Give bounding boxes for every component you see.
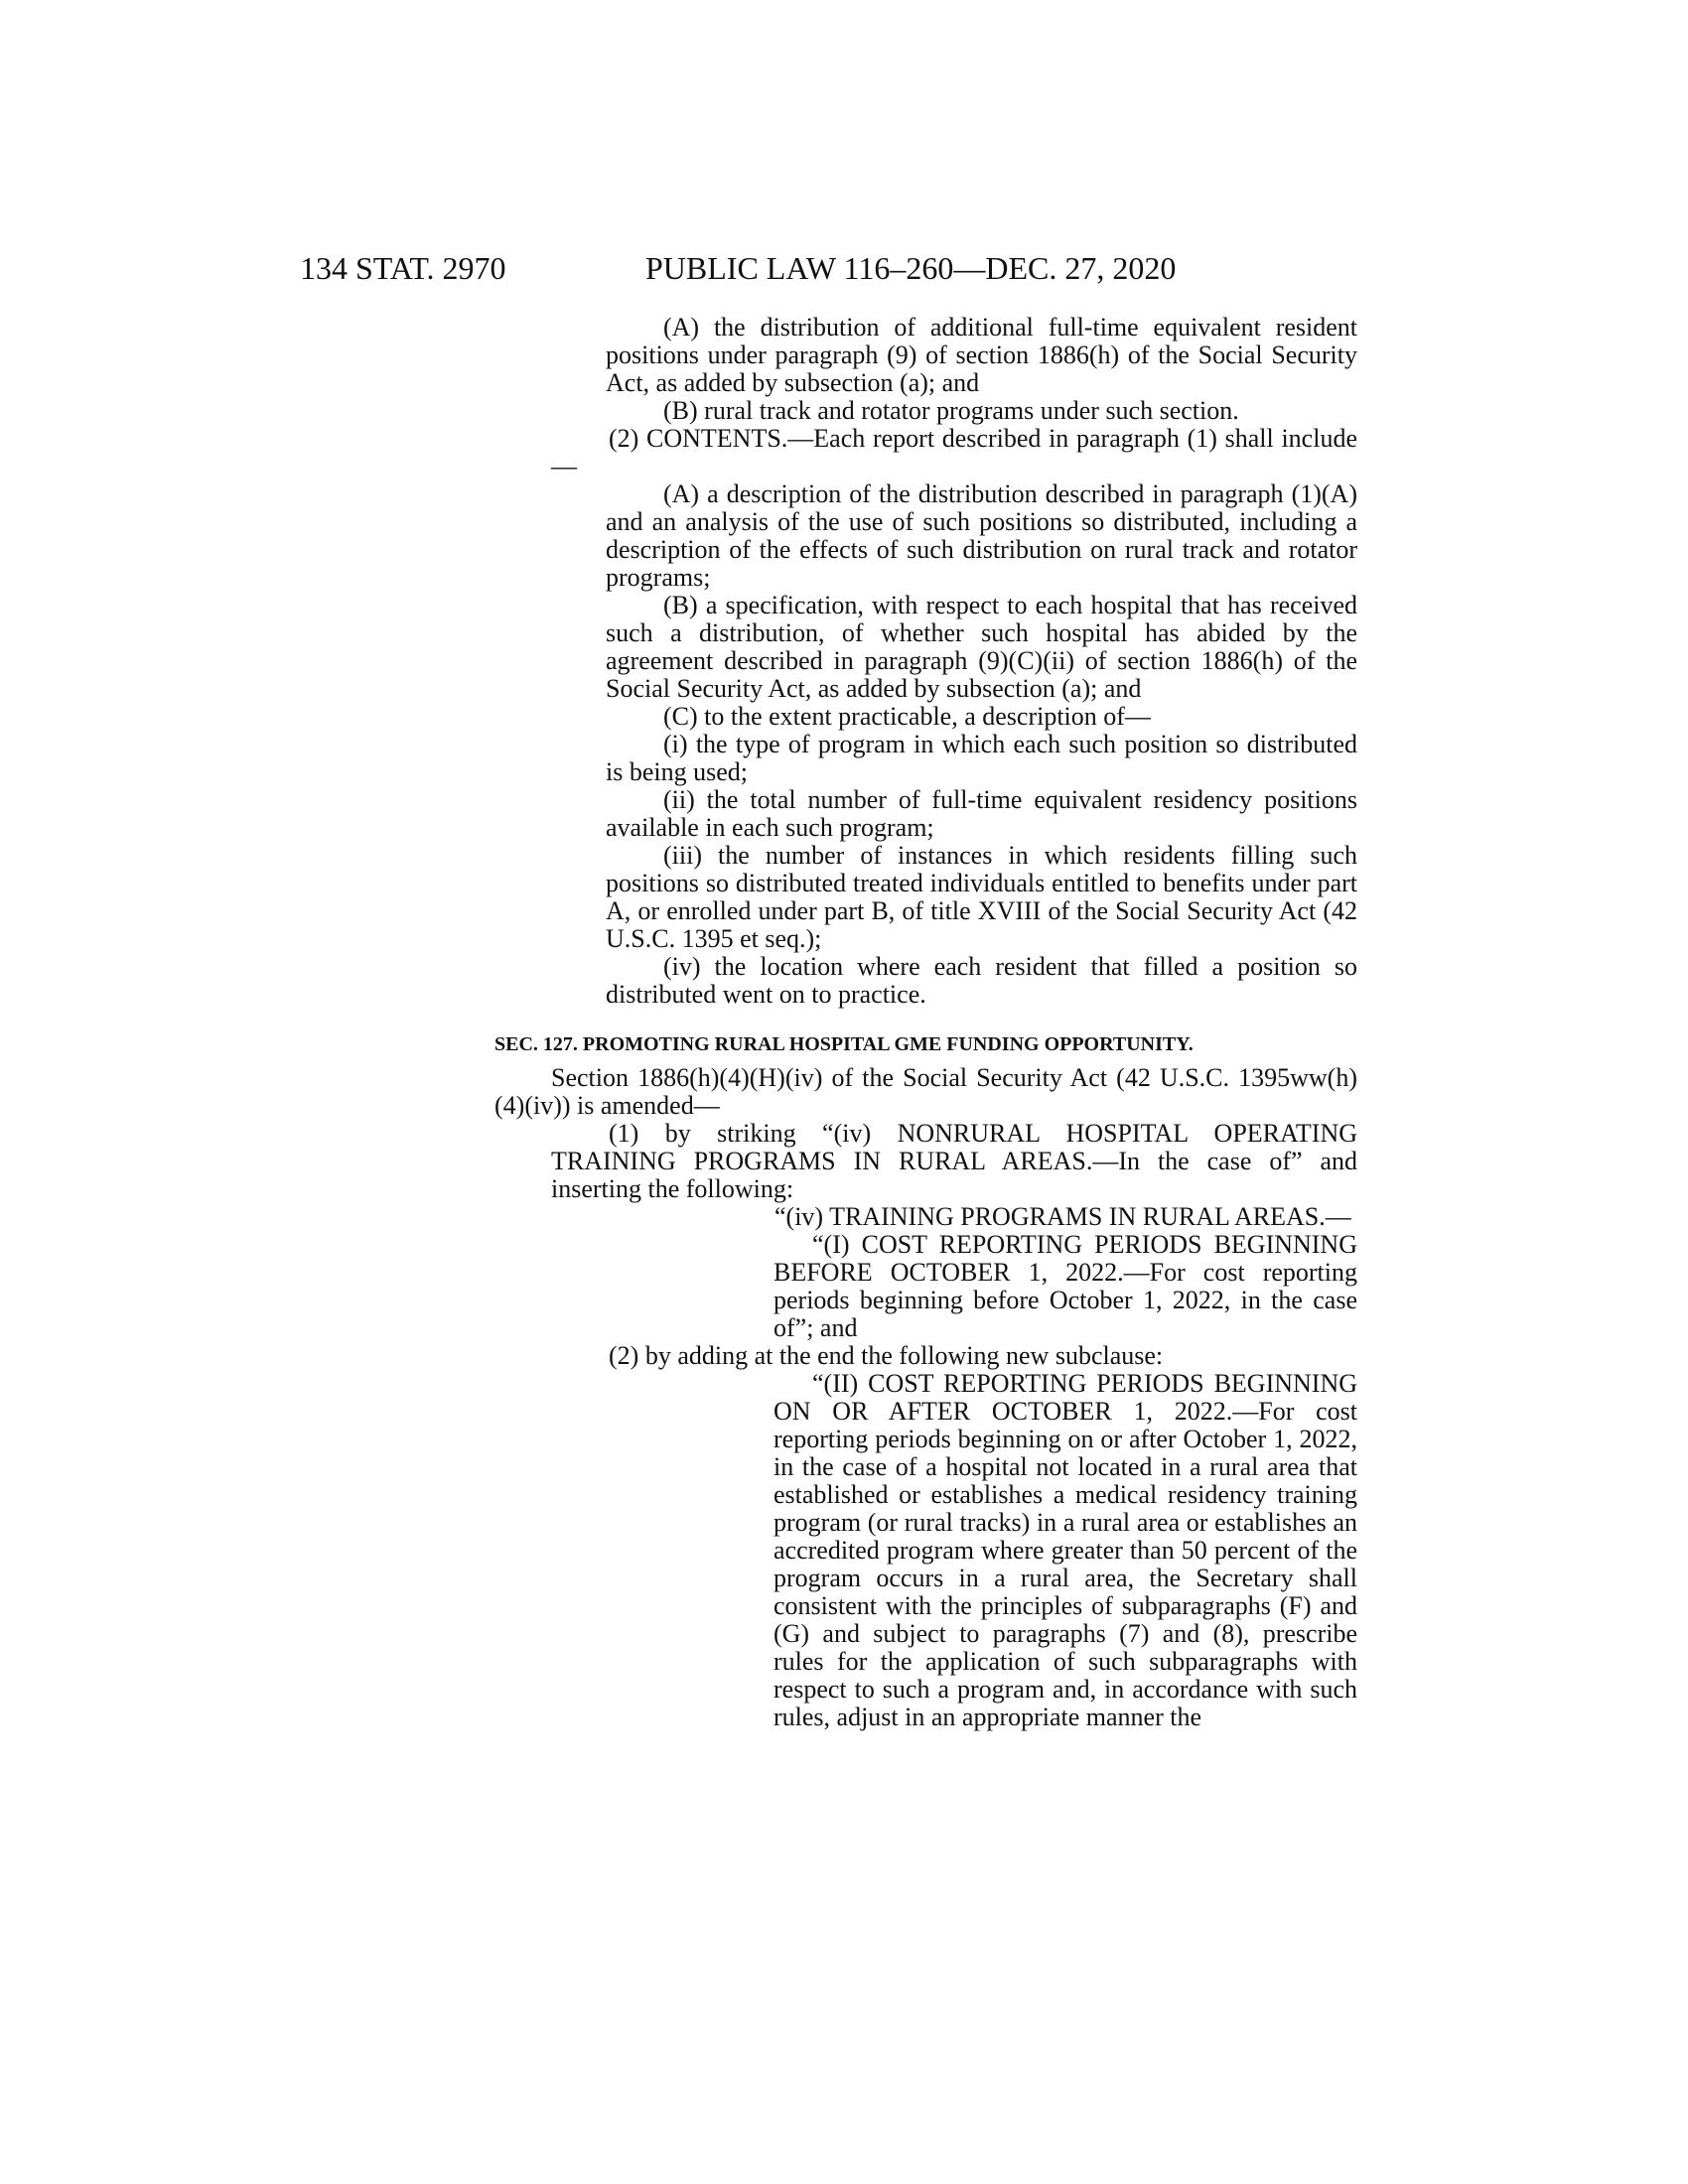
clause-iv: (iv) the location where each resident that filled a position so distributed went on to practice. [606,952,1357,1009]
section-heading: SEC. 127. PROMOTING RURAL HOSPITAL GME FUNDING OPPORTUNITY. [494,1033,1194,1055]
paragraph-1-b: (B) rural track and rotator programs under such section. [663,396,1239,425]
statute-page-number: 134 STAT. 2970 [300,250,506,286]
public-law-citation: PUBLIC LAW 116–260—DEC. 27, 2020 [645,250,1177,286]
clause-i: (i) the type of program in which each such position so distributed is being used; [606,730,1357,786]
paragraph-2-a: (A) a description of the distribution described in paragraph (1)(A) and an analysis of the use of such positions so distributed, including a description of the effects of such distribution on rural track and rotator programs; [606,479,1357,592]
inserted-heading-iv: “(iv) TRAINING PROGRAMS IN RURAL AREAS.— [774,1202,1351,1231]
document-body [0,314,1688,1731]
section-intro: Section 1886(h)(4)(H)(iv) of the Social Security Act (42 U.S.C. 1395ww(h)(4)(iv)) is amended— [494,1063,1357,1120]
paragraph-2-contents: (2) CONTENTS.—Each report described in paragraph (1) shall include— [551,424,1357,480]
clause-iii: (iii) the number of instances in which residents filling such positions so distributed treated individuals entitled to benefits under part A, or enrolled under part B, of title XVIII of the Social Security Act (42 U.S.C. 1395 et seq.); [606,841,1357,953]
clause-ii: (ii) the total number of full-time equivalent residency positions available in each such program; [606,785,1357,842]
amendment-1: (1) by striking “(iv) NONRURAL HOSPITAL OPERATING TRAINING PROGRAMS IN RURAL AREAS.—In the case of” and inserting the following: [551,1119,1357,1203]
paragraph-1-a: (A) the distribution of additional full-time equivalent resident positions under paragraph (9) of section 1886(h) of the Social Security Act, as added by subsection (a); and [606,313,1357,397]
inserted-subclause-ii: “(II) COST REPORTING PERIODS BEGINNING ON OR AFTER OCTOBER 1, 2022.—For cost reporting periods beginning on or after October 1, 2022, in the case of a hospital not located in a rural area that established or establishes a medical residency training program (or rural tracks) in a rural area or establishes an accredited program where greater than 50 percent of the program occurs in a rural area, the Secretary shall consistent with the principles of subparagraphs (F) and (G) and subject to paragraphs (7) and (8), prescribe rules for the application of such subparagraphs with respect to such a program and, in accordance with such rules, adjust in an appropriate manner the [774,1369,1357,1731]
paragraph-2-c: (C) to the extent practicable, a description of— [663,702,1151,731]
paragraph-2-b: (B) a specification, with respect to each hospital that has received such a distribution, of whether such hospital has abided by the agreement described in paragraph (9)(C)(ii) of section 1886(h) of the Social Security Act, as added by subsection (a); and [606,591,1357,703]
amendment-2: (2) by adding at the end the following new subclause: [609,1341,1164,1370]
inserted-subclause-i: “(I) COST REPORTING PERIODS BEGINNING BEFORE OCTOBER 1, 2022.—For cost reporting periods beginning before October 1, 2022, in the case of”; and [774,1230,1357,1342]
page-header [0,248,1688,288]
